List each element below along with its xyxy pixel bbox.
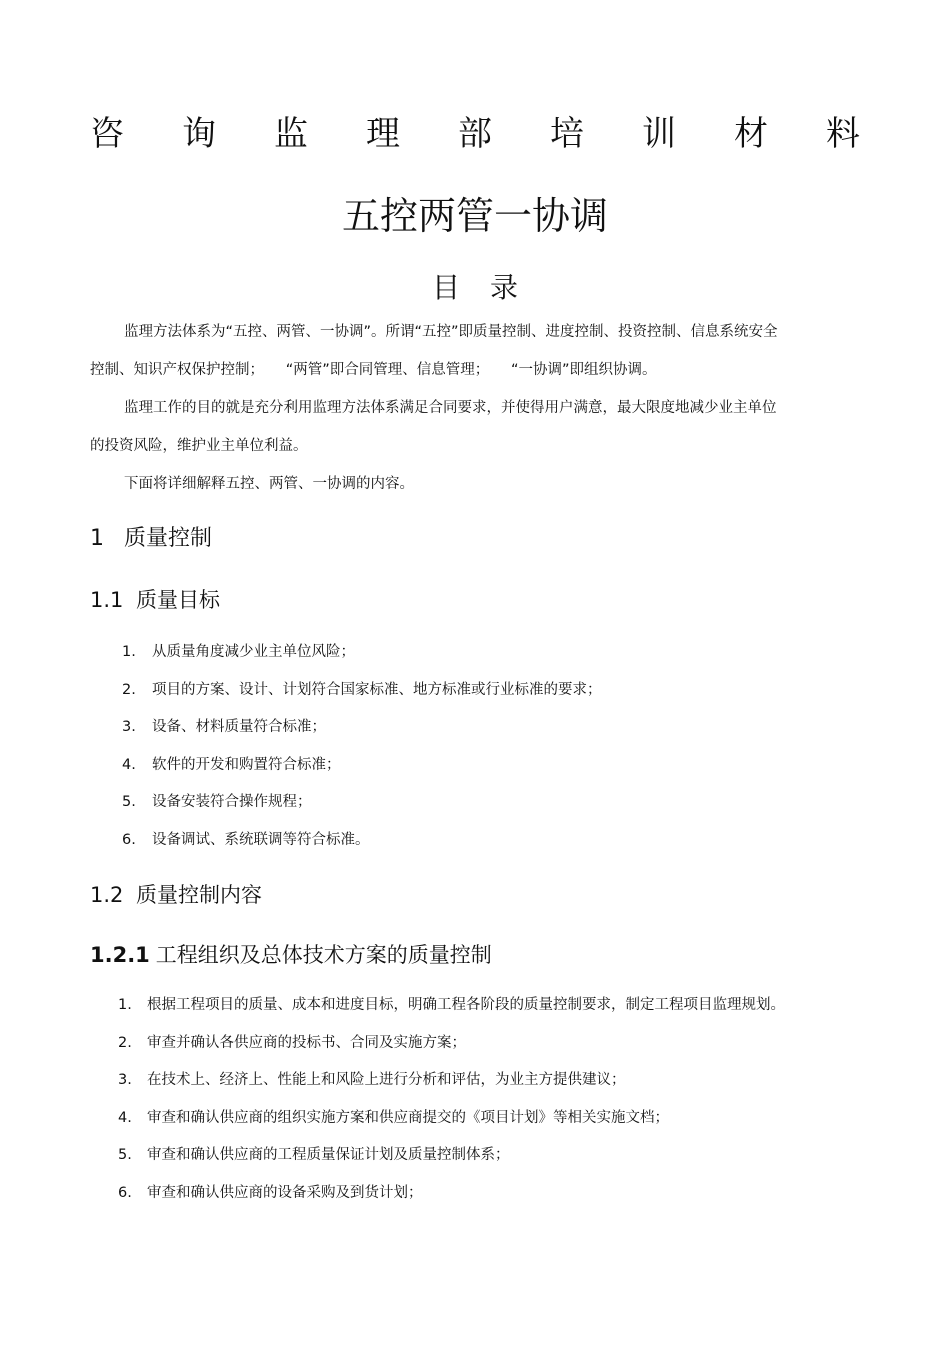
section-number: 1 <box>90 526 104 551</box>
list-item <box>90 709 790 747</box>
list-item-text: 软件的开发和购置符合标准； <box>152 756 341 773</box>
list-item-number: 6. <box>122 831 136 848</box>
dept-title-char: 询 <box>182 114 216 154</box>
intro-text-1: 监理方法体系为“五控、两管、一协调”。所谓“五控”即质量控制、进度控制、投资控制、信息系统安全控制、知识产权保护控制； “两管”即合同管理、信息管理； “一协调”即组织协调。 <box>90 324 778 378</box>
list-item-number: 2. <box>118 1034 132 1051</box>
list-item-number: 1. <box>122 644 136 660</box>
list-item-text: 从质量角度减少业主单位风险； <box>152 644 355 660</box>
intro-paragraph-2 <box>90 389 790 465</box>
dept-title-char: 材 <box>734 114 768 154</box>
intro-text-2: 监理工作的目的就是充分利用监理方法体系满足合同要求，并使得用户满意，最大限度地减少业主单位的投资风险，维护业主单位利益。 <box>90 400 777 454</box>
list-item-number: 5. <box>118 1147 132 1164</box>
section-number: 1.1 <box>90 588 124 612</box>
list-item <box>90 634 790 672</box>
list-item-text: 审查并确认各供应商的投标书、合同及实施方案； <box>147 1034 466 1051</box>
dept-title-char: 培 <box>550 114 584 154</box>
intro-paragraph-1 <box>90 313 790 389</box>
list-item-number: 3. <box>122 719 136 736</box>
list-item <box>90 1062 790 1100</box>
quality-goals-list <box>90 634 790 860</box>
section-title: 质量目标 <box>136 588 220 612</box>
list-item-text: 审查和确认供应商的设备采购及到货计划； <box>147 1184 423 1201</box>
section-heading-1-2 <box>90 880 262 910</box>
list-item <box>90 1175 790 1213</box>
list-item <box>90 747 790 785</box>
intro-paragraph-3 <box>90 465 790 503</box>
intro-text-3: 下面将详细解释五控、两管、一协调的内容。 <box>124 476 414 492</box>
section-heading-1-1 <box>90 585 220 615</box>
section-heading-1 <box>90 524 212 554</box>
list-item <box>90 1025 790 1063</box>
list-item-number: 4. <box>118 1109 132 1126</box>
list-item-number: 1. <box>118 997 132 1013</box>
list-item <box>90 1137 790 1175</box>
section-title: 质量控制 <box>124 526 213 551</box>
list-item <box>90 987 790 1025</box>
list-item-text: 设备、材料质量符合标准； <box>152 719 326 736</box>
list-item <box>90 822 790 860</box>
toc-title: 目录 <box>431 271 548 304</box>
list-item-text: 审查和确认供应商的工程质量保证计划及质量控制体系； <box>147 1147 510 1164</box>
main-title: 五控两管一协调 <box>341 194 608 238</box>
list-item-text: 设备调试、系统联调等符合标准。 <box>152 831 370 848</box>
list-item-text: 在技术上、经济上、性能上和风险上进行分析和评估，为业主方提供建议； <box>147 1072 626 1089</box>
list-item <box>90 784 790 822</box>
section-heading-1-2-1 <box>90 940 492 970</box>
list-item-number: 4. <box>122 756 136 773</box>
list-item-number: 3. <box>118 1072 132 1089</box>
dept-title-char: 料 <box>826 114 860 154</box>
list-item-text: 设备安装符合操作规程； <box>152 794 312 811</box>
list-item-text: 审查和确认供应商的组织实施方案和供应商提交的《项目计划》等相关实施文档； <box>147 1109 669 1126</box>
list-item-number: 2. <box>122 681 136 698</box>
dept-title-char: 部 <box>458 114 492 154</box>
list-item <box>90 1100 790 1138</box>
department-title <box>90 112 860 156</box>
dept-title-char: 监 <box>274 114 308 154</box>
section-title: 工程组织及总体技术方案的质量控制 <box>155 943 492 967</box>
list-item-text: 根据工程项目的质量、成本和进度目标，明确工程各阶段的质量控制要求，制定工程项目监理规划。 <box>147 997 785 1013</box>
list-item-text: 项目的方案、设计、计划符合国家标准、地方标准或行业标准的要求； <box>152 681 602 698</box>
section-title: 质量控制内容 <box>136 883 262 907</box>
list-item-number: 5. <box>122 794 136 811</box>
dept-title-char: 理 <box>366 114 400 154</box>
dept-title-char: 咨 <box>90 114 124 154</box>
section-number: 1.2 <box>90 883 124 907</box>
list-item <box>90 672 790 710</box>
section-number: 1.2.1 <box>90 943 150 967</box>
quality-control-list <box>90 987 790 1213</box>
dept-title-char: 训 <box>642 114 676 154</box>
list-item-number: 6. <box>118 1184 132 1201</box>
